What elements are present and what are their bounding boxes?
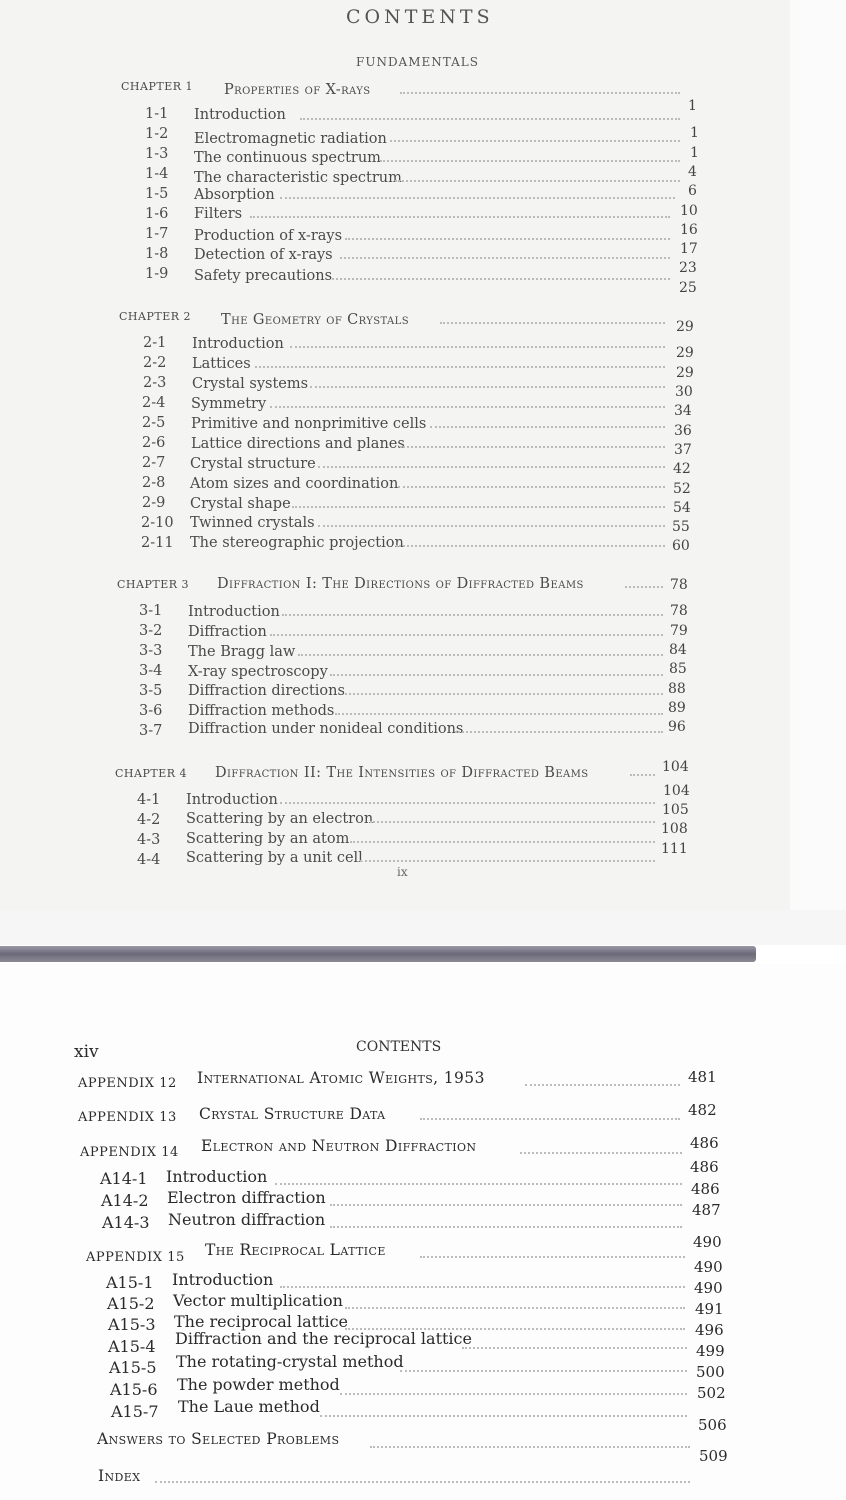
entry-title: X-ray spectroscopy [188, 664, 328, 680]
index-page: 509 [699, 1447, 728, 1465]
page-number: xiv [74, 1042, 99, 1062]
entry-page: 491 [695, 1300, 724, 1318]
entry-number: A15-6 [110, 1380, 158, 1399]
entry-number: 3-6 [139, 703, 163, 719]
answers-entry: Answers to Selected Problems [97, 1430, 340, 1448]
entry-number: A15-4 [108, 1337, 156, 1356]
dot-leader [290, 346, 665, 348]
entry-page: 34 [674, 403, 692, 419]
entry-number: 2-7 [142, 455, 166, 471]
book-spine [0, 946, 756, 962]
entry-title: Introduction [172, 1270, 274, 1289]
entry-number: 2-6 [142, 435, 166, 451]
entry-number: 1-5 [145, 186, 169, 202]
entry-title: Primitive and nonprimitive cells [191, 416, 427, 432]
entry-number: 1-9 [145, 266, 169, 282]
entry-page: 502 [697, 1384, 726, 1402]
entry-number: A15-3 [108, 1315, 156, 1334]
dot-leader [520, 1152, 682, 1154]
appendix-page: 481 [688, 1068, 717, 1086]
entry-number: 2-10 [141, 515, 174, 531]
entry-title: Symmetry [191, 396, 267, 412]
dot-leader [270, 406, 665, 408]
entry-page: 55 [672, 519, 690, 535]
entry-number: 2-4 [142, 395, 166, 411]
entry-page: 108 [661, 821, 688, 837]
dot-leader [340, 257, 670, 259]
contents-title: CONTENTS [346, 6, 494, 28]
entry-number: A15-2 [107, 1294, 155, 1313]
entry-title: Twinned crystals [190, 515, 315, 531]
entry-title: Diffraction [188, 624, 267, 640]
dot-leader [280, 197, 675, 199]
dot-leader [275, 1183, 682, 1185]
entry-number: 2-2 [143, 355, 167, 371]
entry-page: 37 [674, 442, 692, 458]
entry-number: A15-5 [109, 1358, 157, 1377]
entry-title: Introduction [188, 604, 280, 620]
entry-title: Electromagnetic radiation [194, 131, 387, 147]
entry-page: 42 [673, 461, 691, 477]
entry-page: 84 [669, 642, 687, 658]
entry-number: 1-2 [145, 126, 169, 142]
dot-leader [390, 140, 680, 142]
entry-title: Lattices [192, 356, 251, 372]
entry-number: 1-4 [145, 166, 169, 182]
entry-page: 105 [662, 802, 689, 818]
entry-page: 496 [695, 1321, 724, 1339]
entry-page: 36 [674, 423, 692, 439]
appendix-title: Electron and Neutron Diffraction [201, 1137, 477, 1155]
entry-page: 60 [672, 538, 690, 554]
entry-page: 54 [673, 500, 691, 516]
entry-number: 1-8 [145, 246, 169, 262]
entry-title: Electron diffraction [167, 1188, 326, 1207]
chapter-page: 1 [688, 98, 697, 114]
entry-page: 111 [661, 841, 688, 857]
entry-number: 4-3 [137, 832, 161, 848]
entry-page: 52 [673, 481, 691, 497]
entry-title: Crystal shape [190, 496, 291, 512]
entry-title: The characteristic spectrum [194, 170, 402, 186]
entry-title: Neutron diffraction [168, 1210, 326, 1229]
dot-leader [320, 1415, 687, 1417]
dot-leader [440, 322, 665, 324]
entry-page: 490 [694, 1279, 723, 1297]
entry-number: 3-4 [139, 663, 163, 679]
section-title: FUNDAMENTALS [356, 55, 479, 69]
appendix-title: The Reciprocal Lattice [205, 1241, 386, 1259]
chapter-title: Diffraction II: The Intensities of Diffracted Beams [215, 765, 589, 781]
dot-leader [298, 654, 663, 656]
dot-leader [292, 506, 665, 508]
dot-leader [360, 860, 655, 862]
entry-title: The stereographic projection [190, 535, 404, 551]
chapter-label: CHAPTER 1 [121, 80, 193, 93]
chapter-title: Diffraction I: The Directions of Diffracted Beams [217, 576, 584, 592]
dot-leader [300, 118, 680, 120]
entry-page: 79 [670, 623, 688, 639]
appendix-page: 486 [690, 1134, 719, 1152]
entry-number: A15-7 [111, 1402, 159, 1421]
entry-title: The Bragg law [188, 644, 296, 660]
entry-page: 10 [680, 203, 698, 219]
dot-leader [455, 731, 663, 733]
dot-leader [310, 386, 665, 388]
entry-number: 2-11 [141, 535, 174, 551]
dot-leader [330, 674, 663, 676]
dot-leader [318, 466, 665, 468]
appendix-label: APPENDIX 12 [78, 1076, 177, 1091]
appendix-label: APPENDIX 15 [86, 1250, 185, 1265]
entry-title: Diffraction and the reciprocal lattice [175, 1329, 472, 1348]
entry-number: 1-1 [145, 106, 169, 122]
entry-number: 2-3 [143, 375, 167, 391]
entry-title: Production of x-rays [194, 228, 343, 244]
dot-leader [330, 1226, 682, 1228]
entry-title: Crystal systems [192, 376, 309, 392]
entry-page: 499 [696, 1342, 725, 1360]
dot-leader [380, 160, 680, 162]
entry-page: 16 [680, 222, 698, 238]
dot-leader [280, 802, 655, 804]
dot-leader [155, 1481, 690, 1483]
entry-page: 29 [676, 365, 694, 381]
entry-number: 3-2 [139, 623, 163, 639]
entry-title: Lattice directions and planes [191, 436, 405, 452]
dot-leader [340, 1393, 687, 1395]
appendix-label: APPENDIX 14 [80, 1145, 179, 1160]
dot-leader [396, 545, 665, 547]
page-gap [0, 910, 846, 945]
appendix-title: Crystal Structure Data [199, 1105, 386, 1123]
dot-leader [525, 1084, 680, 1086]
entry-page: 88 [668, 681, 686, 697]
entry-page: 25 [679, 280, 697, 296]
entry-title: The reciprocal lattice [174, 1312, 349, 1331]
entry-number: 2-8 [142, 475, 166, 491]
entry-title: The rotating-crystal method [176, 1352, 404, 1371]
entry-number: 3-1 [139, 603, 163, 619]
dot-leader [280, 1286, 685, 1288]
dot-leader [370, 821, 655, 823]
appendix-page: 482 [688, 1101, 717, 1119]
entry-title: Diffraction methods [188, 703, 335, 719]
appendix-label: APPENDIX 13 [78, 1110, 177, 1125]
dot-leader [345, 1307, 685, 1309]
entry-title: The powder method [177, 1375, 340, 1394]
dot-leader [345, 238, 670, 240]
entry-page: 500 [696, 1363, 725, 1381]
entry-title: Scattering by a unit cell [186, 850, 363, 866]
dot-leader [332, 278, 670, 280]
entry-title: Diffraction directions [188, 683, 345, 699]
entry-title: Vector multiplication [173, 1291, 343, 1310]
chapter-label: CHAPTER 4 [115, 767, 187, 780]
entry-page: 78 [670, 603, 688, 619]
entry-title: Introduction [194, 107, 286, 123]
entry-number: 2-9 [142, 495, 166, 511]
entry-page: 104 [663, 783, 690, 799]
chapter-page: 104 [662, 759, 689, 775]
chapter-title: Properties of X-rays [224, 82, 371, 98]
entry-page: 487 [692, 1201, 721, 1219]
entry-page: 490 [694, 1258, 723, 1276]
dot-leader [350, 841, 655, 843]
dot-leader [255, 366, 665, 368]
entry-page: 486 [691, 1180, 720, 1198]
dot-leader [318, 525, 665, 527]
entry-number: 3-7 [139, 723, 163, 739]
entry-title: Scattering by an electron [186, 811, 374, 827]
entry-title: Scattering by an atom [186, 831, 350, 847]
dot-leader [430, 426, 665, 428]
chapter-page: 78 [670, 577, 688, 593]
entry-number: A14-3 [102, 1213, 150, 1232]
dot-leader [462, 1347, 687, 1349]
entry-title: Filters [194, 206, 243, 222]
dot-leader [270, 634, 663, 636]
entry-number: 4-1 [137, 792, 161, 808]
dot-leader [370, 1446, 690, 1448]
entry-title: Detection of x-rays [194, 247, 333, 263]
dot-leader [398, 486, 665, 488]
entry-number: A14-1 [100, 1169, 148, 1188]
entry-page: 30 [675, 384, 693, 400]
page-margin [790, 0, 846, 910]
dot-leader [250, 216, 670, 218]
entry-number: A14-2 [101, 1191, 149, 1210]
entry-page: 85 [669, 661, 687, 677]
entry-page: 17 [680, 241, 698, 257]
chapter-label: CHAPTER 2 [119, 310, 191, 323]
entry-number: 1-6 [145, 206, 169, 222]
dot-leader [330, 1204, 682, 1206]
answers-page: 506 [698, 1416, 727, 1434]
entry-title: Introduction [186, 792, 278, 808]
entry-title: Safety precautions [194, 268, 333, 284]
dot-leader [420, 1256, 685, 1258]
dot-leader [400, 92, 680, 94]
dot-leader [335, 713, 663, 715]
dot-leader [395, 180, 680, 182]
dot-leader [625, 586, 663, 588]
dot-leader [400, 446, 665, 448]
chapter-page: 29 [676, 319, 694, 335]
entry-number: 4-2 [137, 812, 161, 828]
index-entry: Index [98, 1467, 141, 1485]
entry-title: Introduction [166, 1167, 268, 1186]
dot-leader [400, 1370, 687, 1372]
entry-number: 4-4 [137, 852, 161, 868]
entry-page: 29 [676, 345, 694, 361]
dot-leader [282, 614, 663, 616]
entry-title: Introduction [192, 336, 284, 352]
dot-leader [345, 693, 663, 695]
entry-number: 1-3 [145, 146, 169, 162]
entry-page: 1 [690, 145, 699, 161]
entry-title: Atom sizes and coordination [190, 476, 399, 492]
entry-title: Diffraction under nonideal conditions [188, 721, 464, 737]
entry-page: 6 [688, 183, 697, 199]
running-header: CONTENTS [356, 1039, 442, 1055]
entry-page: 1 [690, 125, 699, 141]
entry-number: 3-3 [139, 643, 163, 659]
entry-title: The continuous spectrum [194, 150, 381, 166]
dot-leader [345, 1328, 685, 1330]
entry-page: 89 [668, 700, 686, 716]
chapter-label: CHAPTER 3 [117, 578, 189, 591]
entry-number: 1-7 [145, 226, 169, 242]
entry-page: 96 [668, 719, 686, 735]
entry-number: 2-5 [142, 415, 166, 431]
entry-title: Absorption [194, 187, 275, 203]
dot-leader [420, 1118, 680, 1120]
entry-page: 23 [679, 260, 697, 276]
entry-title: Crystal structure [190, 456, 316, 472]
appendix-title: International Atomic Weights, 1953 [197, 1069, 485, 1087]
appendix-page: 490 [693, 1233, 722, 1251]
entry-title: The Laue method [178, 1397, 320, 1416]
entry-number: A15-1 [106, 1273, 154, 1292]
chapter-title: The Geometry of Crystals [221, 312, 409, 328]
entry-number: 3-5 [139, 683, 163, 699]
entry-number: 2-1 [143, 335, 167, 351]
dot-leader [630, 774, 655, 776]
entry-page: 486 [690, 1158, 719, 1176]
entry-page: 4 [688, 164, 697, 180]
page-number: ix [397, 865, 408, 879]
